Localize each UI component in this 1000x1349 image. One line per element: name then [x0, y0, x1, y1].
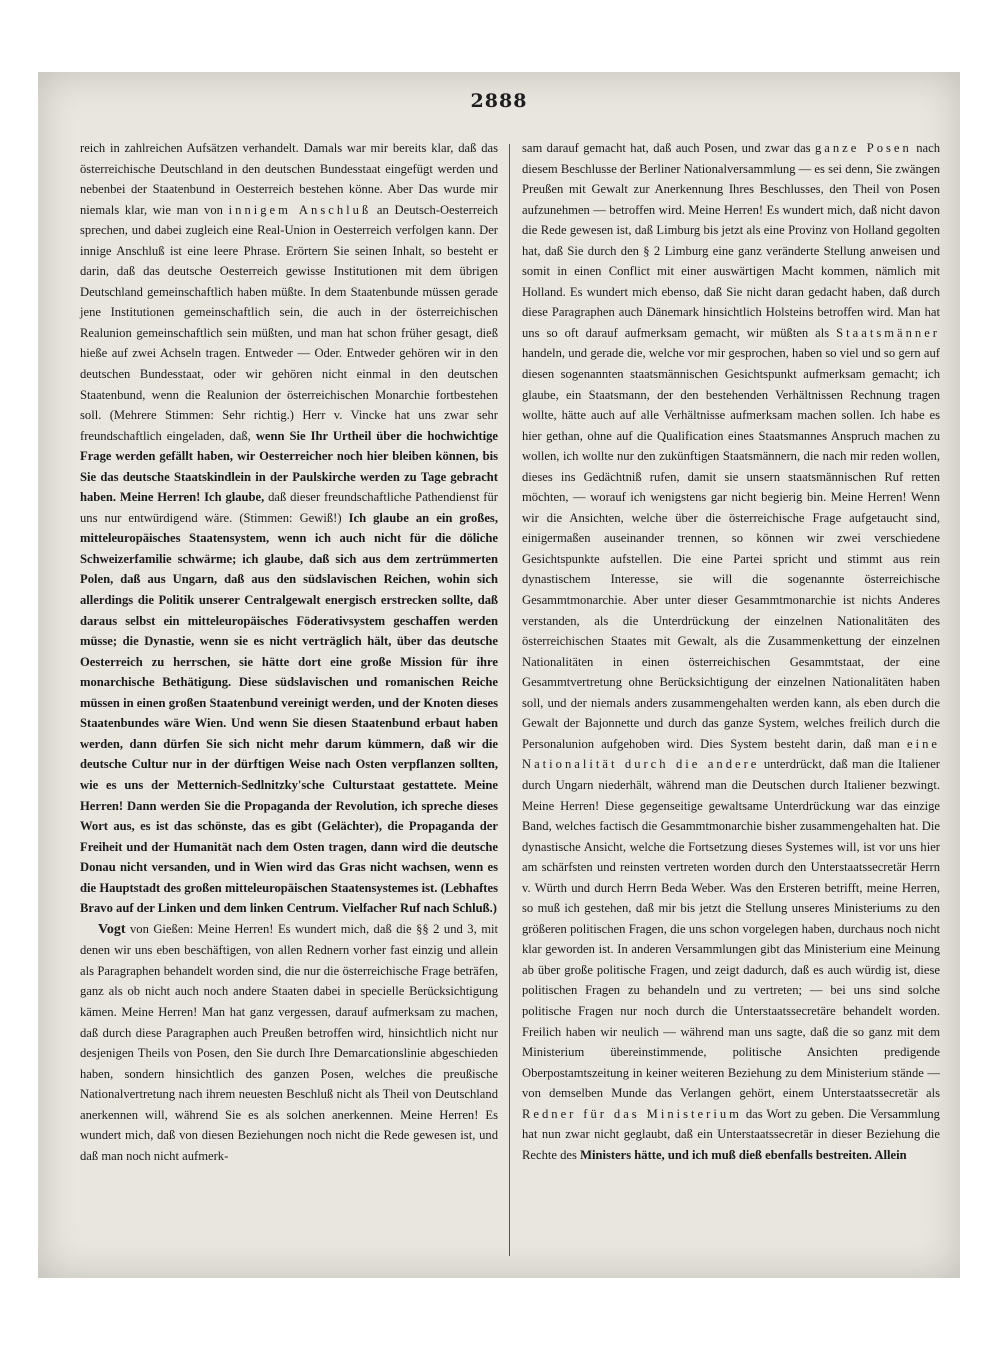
page-number: 2888 [470, 90, 528, 112]
right-column [522, 138, 940, 1165]
scanned-page [38, 72, 960, 1278]
text-run: von Gießen: Meine Herren! Es wundert mich, daß die §§ 2 und 3, mit denen wir uns eben beschäftigen, von allen Rednern vorher fast einzig und allein als Paragraphen behandelt worden sind, die nur die österreichische Frage beträfen, ganz als ob nicht auch noch andere Staaten dabei in specielle Berücksichtigung kämen. Meine Herren! Man hat ganz vergessen, darauf aufmerksam zu machen, daß durch diese Paragraphen auch Preußen betroffen wird, hinsichtlich nicht nur desjenigen Theils von Posen, den Sie durch Ihre Demarcationslinie abgeschieden haben, sondern hinsichtlich des ganzen Posen, welches die preußische Nationalvertretung nach ihrem neuesten Beschluß nicht als Theil von Deutschland anerkennen will, während Sie es als solchen anerkennen. Meine Herren! Es wundert mich, daß von diesen Beziehungen noch nicht die Rede gewesen ist, und daß man noch nicht aufmerk- [80, 921, 498, 1163]
text-run: an Deutsch-Oesterreich sprechen, und dabei zugleich eine Real-Union in Oesterreich verfolgen kann. Der innige Anschluß ist eine leere Phrase. Erörtern Sie seinen Inhalt, so besteht er darin, daß das deutsche Oesterreich gewisse Institutionen mit dem übrigen Deutschland gemeinschaftlich haben müßte. In dem Staatenbunde müssen gerade jene Institutionen gemeinschaftlich sein, die auch in der österreichischen Realunion gemeinschaftlich sein müßten, und man hat schon früher gesagt, dieß hieße auf zwei Achseln tragen. Entweder — Oder. Entweder gehören wir in den deutschen Bundesstaat, oder wir gehören nicht einmal in den deutschen Staatenbund, wenn die Realunion der österreichischen Monarchie fortbestehen soll. (Mehrere Stimmen: Sehr richtig.) Herr v. Vincke hat uns zwar sehr freundschaftlich eingeladen, daß, [80, 202, 499, 443]
bold-text: Ministers hätte, und ich muß dieß ebenfalls bestreiten. Allein [580, 1147, 907, 1162]
text-run: daß dieser freundschaftliche Pathendienst für uns nur entwürdigend wäre. (Stimmen: Gewiß!) [80, 490, 498, 525]
text-run: handeln, und gerade die, welche vor mir gesprochen, haben so viel und so gern auf diesen sogenannten staatsmännischen Gesichtspunkt aufmerksam gemacht; ich glaube, ein Staatsmann, der den bestehenden Verhältnissen Rechnung tragen wollte, hätte auch auf alle Verhältnisse aufmerksam machen sollen. Ich habe es hier gethan, ohne auf die Qualification eines Staatsmannes Anspruch machen zu wollen, ich wollte nur den zukünftigen Staatsmännern, die nach mir reden wollen, dieses ins Gedächtniß rufen, damit sie unsern staatsmännischen Ruf retten möchten, — worauf ich wenigstens gar nicht begierig bin. Meine Herren! Wenn wir die Ansichten, welche über die österreichische Frage aufgetaucht sind, einigermaßen auseinander trennen, so können wir zwei verschiedene Gesichtspunkte aufstellen. Die eine Partei spricht und stimmt aus rein dynastischem Interesse, sie will die sogenannte österreichische Gesammtmonarchie. Aber unter dieser Gesammtmonarchie ist nichts Anderes verstanden, als die Unterdrückung der einzelnen Nationalitäten des österreichischen Staates mit Gewalt, als die Zusammenkettung der einzelnen Nationalitäten in einen österreichischen Gesammtstaat, der eine Gesammtvertretung ohne Berücksichtigung der einzelnen Nationalitäten haben soll, und der niemals anders zusammengehalten werden kann, als eben durch die Gewalt der Bajonnette und durch das ganze System, welches freilich durch die Personalunion aufgehoben wird. Dies System besteht darin, daß man [522, 346, 940, 751]
column-divider [509, 144, 510, 1256]
paragraph [522, 138, 940, 1165]
text-run: das Wort zu geben. Die Versammlung hat nun zwar nicht geglaubt, daß ein Unterstaatssecretär in dieser Beziehung die Rechte des [522, 1106, 940, 1162]
left-column [80, 138, 498, 1166]
emphasis-text: Staatsmänner [836, 325, 940, 340]
paragraph [80, 919, 498, 1167]
paragraph [80, 138, 498, 919]
text-run: unterdrückt, daß man die Italiener durch Ungarn niederhält, während man die Deutschen durch Italiener bezwingt. Meine Herren! Diese gegenseitige gewaltsame Unterdrückung war das einzige Band, welches factisch die Gesammtmonarchie bisher zusammengehalten hat. Die dynastische Ansicht, welche die Fortsetzung dieses Systemes will, ist vor uns hier am schärfsten und reinsten vertreten worden durch den Unterstaatssecretär Herrn v. Würth und durch Herrn Beda Weber. Was den Ersteren betrifft, meine Herren, so muß ich gestehen, daß mir bis jetzt die Stellung unseres Ministeriums zu den größeren politischen Fragen, die uns schon vorgelegen haben, durchaus noch nicht klar geworden ist. In anderen Versammlungen gibt das Ministerium eine Meinung ab über große politische Fragen, und zeigt dadurch, daß es auch würdig ist, diese politischen Fragen zu behandeln und zu vertreten; — bei uns sind solche politische Fragen nur noch durch die Unterstaatssecretäre behandelt worden. Freilich haben wir neulich — während man uns sagte, daß die so ganz mit dem Ministerium übereinstimmende, politische Ansichten predigende Oberpostamtszeitung in keiner weiteren Beziehung zu dem Ministerium stände — von demselben Munde das Verlangen gehört, einem Unterstaatssecretär als [522, 757, 940, 1101]
emphasis-text: innigem Anschluß [228, 202, 372, 217]
text-run: reich in zahlreichen Aufsätzen verhandelt. Damals war mir bereits klar, daß das österreichische Deutschland in den deutschen Bundesstaat eingefügt werden und nebenbei der Staatenbund in Oesterreich bestehen könne. Aber Das wurde mir niemals klar, wie man von [80, 141, 498, 217]
bold-text: Ich glaube an ein großes, mitteleuropäisches Staatensystem, wenn ich auch nicht für die döliche Schweizerfamilie schwärme; ich glaube, daß sich aus dem zertrümmerten Polen, daß aus Ungarn, daß aus den südslavischen Reichen, wohin sich allerdings die Politik unserer Centralgewalt energisch erstrecken sollte, daß daraus selbst ein mitteleuropäisches Föderativsystem geschaffen werden müsse; die Dynastie, wenn sie es nicht verträglich hält, über das deutsche Oesterreich zu herrschen, sie hätte dort eine große Mission für ihre monarchische Bethätigung. Diese südslavischen und romanischen Reiche müssen in einen großen Staatenbund vereinigt werden, und der Knoten dieses Staatenbundes wäre Wien. Und wenn Sie diesen Staatenbund erbaut haben werden, dann dürfen Sie sich nicht mehr darum kümmern, daß wir die deutsche Cultur nur in der dürftigen Weise nach Osten verpflanzen sollten, wie es uns der Metternich-Sedlnitzky'sche Culturstaat gestattete. Meine Herren! Dann werden Sie die Propaganda der Revolution, ich spreche dieses Wort aus, es ist das schönste, das es gibt (Gelächter), die Propaganda der Freiheit und der Humanität nach dem Osten tragen, dann wird die deutsche Donau nicht versanden, und in Wien wird das Gras nicht wachsen, wenn es die Hauptstadt des großen mitteleuropäischen Staatensystemes ist. (Lebhaftes Bravo auf der Linken und dem linken Centrum. Vielfacher Ruf nach Schluß.) [80, 510, 498, 916]
text-run: sam darauf gemacht hat, daß auch Posen, und zwar das [522, 141, 815, 155]
emphasis-text: ganze Posen [814, 141, 912, 155]
bold-text: wenn Sie Ihr Urtheil über die hochwichtige Frage werden gefällt haben, wir Oesterreicher noch hier bleiben können, bis Sie das deutsche Staatskindlein in der Paulskirche werden zu Tage gebracht haben. Meine Herren! Ich glaube, [80, 428, 498, 505]
emphasis-text: Redner für das Ministerium [522, 1106, 742, 1121]
speaker-name: Vogt [98, 921, 126, 937]
text-run: nach diesem Beschlusse der Berliner Nationalversammlung — es sei denn, Sie zwängen Preußen mit Gewalt zur Anerkennung Ihres Beschlusses, den Theil von Posen aufzunehmen — betroffen wird. Meine Herren! Es wundert mich, daß nicht davon die Rede gewesen ist, daß Limburg bis jetzt als eine Provinz von Holland gegolten hat, daß Sie durch den § 2 Limburg eine ganz veränderte Stellung anweisen und somit in einen Conflict mit einer auswärtigen Macht kommen, nämlich mit Holland. Es wundert mich ebenso, daß Sie nicht daran gedacht haben, daß durch diese Paragraphen auch Dänemark hinsichtlich Holsteins betroffen wird. Man hat uns so oft darauf aufmerksam gemacht, wir müßten als [522, 141, 940, 340]
emphasis-text: eine Nationalität durch die andere [522, 736, 940, 772]
